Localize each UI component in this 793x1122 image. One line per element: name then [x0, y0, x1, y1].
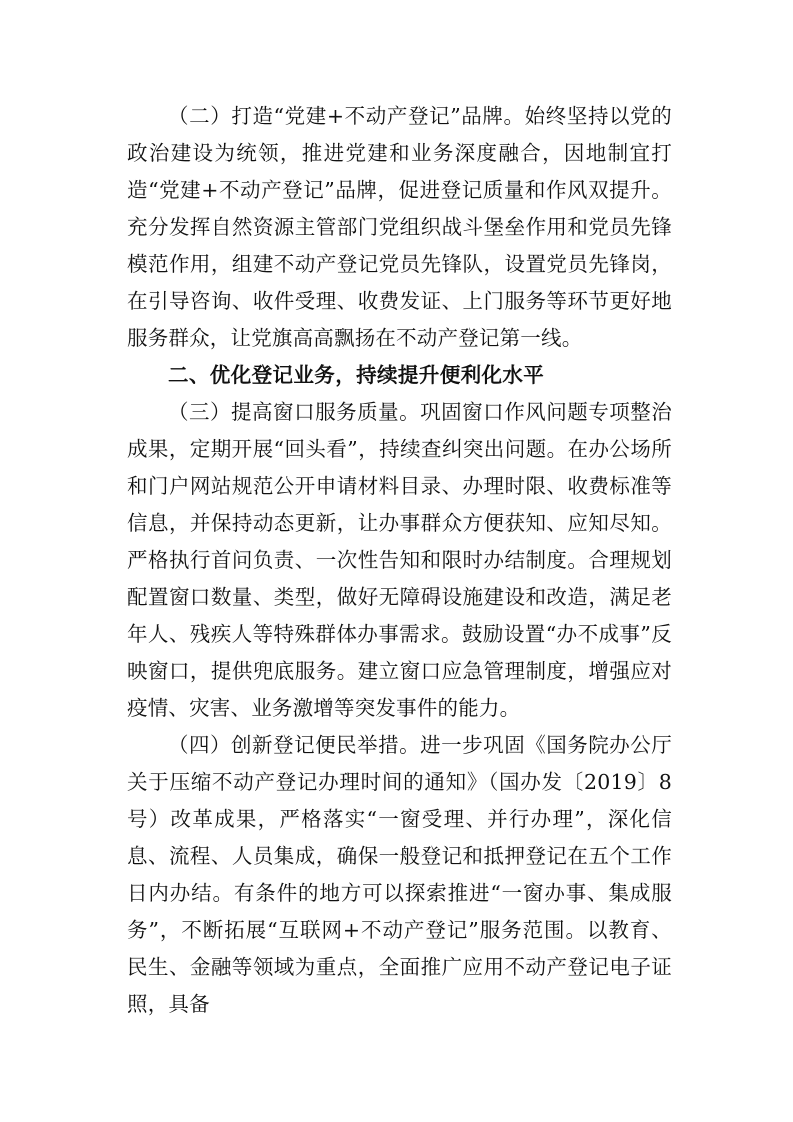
document-body	[127, 98, 672, 1023]
paragraph-convenience-measures: （四）创新登记便民举措。进一步巩固《国务院办公厅关于压缩不动产登记办理时间的通知》（国办发〔2019〕8号）改革成果，严格落实“一窗受理、并行办理”，深化信息、流程、人员集成，确保一般登记和抵押登记在五个工作日内办结。有条件的地方可以探索推进“一窗办事、集成服务”，不断拓展“互联网+不动产登记”服务范围。以教育、民生、金融等领域为重点，全面推广应用不动产登记电子证照，具备	[127, 733, 672, 1016]
paragraph-party-building-brand: （二）打造“党建+不动产登记”品牌。始终坚持以党的政治建设为统领，推进党建和业务深度融合，因地制宜打造“党建+不动产登记”品牌，促进登记质量和作风双提升。充分发挥自然资源主管部门党组织战斗堡垒作用和党员先锋模范作用，组建不动产登记党员先锋队，设置党员先锋岗，在引导咨询、收件受理、收费发证、上门服务等环节更好地服务群众，让党旗高高飘扬在不动产登记第一线。	[127, 104, 672, 350]
paragraph-window-service-quality: （三）提高窗口服务质量。巩固窗口作风问题专项整治成果，定期开展“回头看”，持续查纠突出问题。在办公场所和门户网站规范公开申请材料目录、办理时限、收费标准等信息，并保持动态更新，让办事群众方便获知、应知尽知。严格执行首问负责、一次性告知和限时办结制度。合理规划配置窗口数量、类型，做好无障碍设施建设和改造，满足老年人、残疾人等特殊群体办事需求。鼓励设置“办不成事”反映窗口，提供兜底服务。建立窗口应急管理制度，增强应对疫情、灾害、业务激增等突发事件的能力。	[127, 400, 672, 720]
section-heading-optimize-registration: 二、优化登记业务，持续提升便利化水平	[168, 363, 545, 387]
